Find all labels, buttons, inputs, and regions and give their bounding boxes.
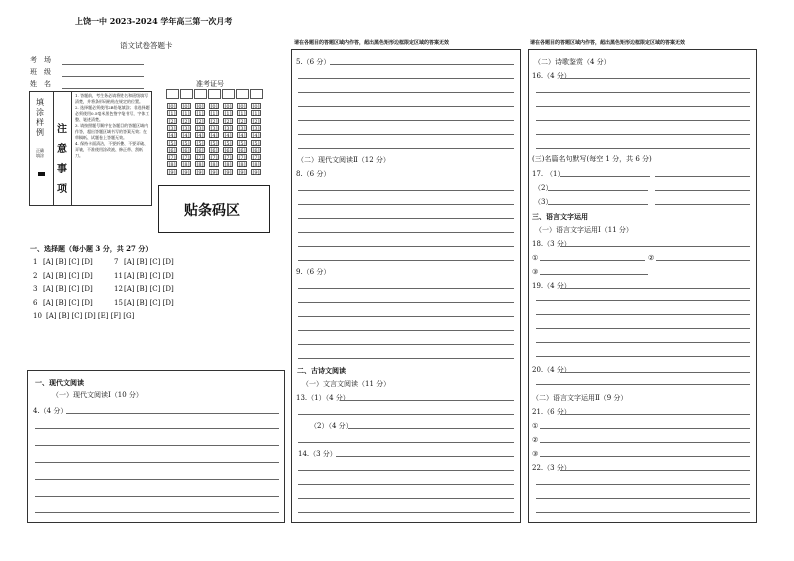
question-22-label: 22.（3 分）: [532, 464, 571, 472]
question-13-2-label: （2）（4 分）: [310, 422, 353, 430]
answer-line[interactable]: [560, 372, 750, 373]
choice-number: 12: [114, 285, 123, 293]
answer-line[interactable]: [298, 414, 514, 415]
answer-line[interactable]: [536, 484, 750, 485]
section-heading: 三、语言文字运用: [532, 212, 588, 221]
exam-id-digit-box[interactable]: [208, 89, 221, 99]
circled-number: ②: [648, 254, 655, 262]
blank-label: （2）: [534, 184, 553, 192]
choice-options[interactable]: [A] [B] [C] [D]: [43, 271, 93, 280]
exam-id-bubble[interactable]: [5]: [210, 140, 218, 147]
exam-id-bubble[interactable]: [5]: [196, 140, 204, 147]
exam-id-bubble[interactable]: [3]: [168, 125, 176, 132]
exam-id-bubble[interactable]: [9]: [182, 169, 190, 176]
exam-room-input[interactable]: [62, 64, 144, 65]
answer-line[interactable]: [298, 260, 514, 261]
answer-line[interactable]: [536, 384, 750, 385]
choice-number: 6: [33, 298, 38, 307]
choice-number: 10: [33, 312, 42, 320]
answer-line[interactable]: [298, 190, 514, 191]
answer-line[interactable]: [560, 470, 750, 471]
fill-section-heading: (三)名篇名句默写(每空 1 分，共 6 分): [532, 155, 652, 163]
answer-line[interactable]: [298, 316, 514, 317]
answer-line[interactable]: [35, 445, 279, 446]
answer-line[interactable]: [536, 120, 750, 121]
answer-line[interactable]: [298, 358, 514, 359]
exam-id-bubble[interactable]: [8]: [210, 162, 218, 169]
answer-line[interactable]: [298, 106, 514, 107]
exam-id-bubble[interactable]: [1]: [238, 111, 246, 118]
answer-line[interactable]: [655, 190, 750, 191]
answer-line[interactable]: [298, 120, 514, 121]
exam-id-bubble[interactable]: [1]: [252, 111, 260, 118]
exam-id-bubble[interactable]: [8]: [196, 162, 204, 169]
answer-line[interactable]: [540, 274, 648, 275]
barcode-label: 贴条码区: [184, 203, 240, 219]
circled-number: ②: [532, 436, 539, 444]
answer-line[interactable]: [298, 498, 514, 499]
answer-line[interactable]: [540, 442, 750, 443]
filled-mark-icon: [38, 172, 45, 176]
exam-id-bubble[interactable]: [0]: [224, 104, 232, 110]
answer-line[interactable]: [655, 204, 750, 205]
exam-id-digit-box[interactable]: [236, 89, 249, 99]
exam-id-bubble[interactable]: [0]: [252, 104, 260, 110]
answer-line[interactable]: [348, 428, 514, 429]
field-label: 姓 名: [30, 80, 51, 88]
section-heading: 二、古诗文阅读: [297, 366, 346, 375]
boundary-warning: 请在各题目的答题区域内作答，超出黑色矩形边框限定区域的答案无效: [530, 40, 686, 46]
exam-id-bubble[interactable]: [6]: [168, 147, 176, 154]
exam-id-bubble[interactable]: [1]: [196, 111, 204, 118]
answer-line[interactable]: [298, 442, 514, 443]
notice-item: 2. 选择题必须使用2B铅笔填涂；非选择题必须使用0.5毫米黑色签字笔书写，字体工整、笔迹清楚。: [75, 105, 150, 122]
question-5-label: 5.（6 分）: [296, 58, 331, 66]
exam-id-bubble[interactable]: [6]: [252, 147, 260, 154]
choice-options[interactable]: [A] [B] [C] [D]: [43, 258, 93, 266]
answer-line[interactable]: [536, 342, 750, 343]
answer-line[interactable]: [298, 92, 514, 93]
exam-id-bubble[interactable]: [1]: [168, 111, 176, 118]
answer-line[interactable]: [536, 314, 750, 315]
exam-id-bubble[interactable]: [3]: [196, 125, 204, 132]
exam-id-bubble[interactable]: [3]: [238, 125, 246, 132]
subsection-heading: （二）诗歌鉴赏（4 分）: [534, 58, 611, 66]
question-9-label: 9.（6 分）: [296, 268, 331, 276]
exam-id-bubble[interactable]: [5]: [238, 140, 246, 147]
choice-title: 一、选择题（每小题 3 分，共 27 分）: [30, 244, 153, 253]
exam-id-bubble[interactable]: [9]: [210, 169, 218, 176]
question-18-label: 18.（3 分）: [532, 240, 571, 248]
exam-id-bubble[interactable]: [7]: [210, 155, 218, 162]
exam-id-bubble[interactable]: [2]: [182, 118, 190, 125]
answer-line[interactable]: [298, 484, 514, 485]
answer-line[interactable]: [35, 496, 279, 497]
answer-line[interactable]: [340, 400, 514, 401]
exam-id-title: 准考证号: [196, 80, 224, 88]
choice-options[interactable]: [A] [B] [C] [D]: [124, 271, 174, 280]
answer-line[interactable]: [536, 328, 750, 329]
answer-line[interactable]: [298, 470, 514, 471]
exam-id-bubble[interactable]: [4]: [252, 133, 260, 140]
field-label: 考 场: [30, 56, 51, 64]
exam-id-bubble[interactable]: [0]: [182, 104, 190, 110]
boundary-warning: 请在各题目的答题区域内作答，超出黑色矩形边框限定区域的答案无效: [294, 40, 450, 46]
fill-sample-title: 填涂样例: [36, 98, 44, 137]
exam-id-digit-box[interactable]: [222, 89, 235, 99]
answer-line[interactable]: [298, 204, 514, 205]
choice-options[interactable]: [A] [B] [C] [D]: [124, 258, 174, 266]
exam-id-bubble[interactable]: [8]: [182, 162, 190, 169]
answer-line[interactable]: [536, 92, 750, 93]
exam-id-digit-box[interactable]: [194, 89, 207, 99]
answer-line[interactable]: [548, 204, 648, 205]
exam-id-bubble[interactable]: [4]: [182, 133, 190, 140]
exam-id-bubble[interactable]: [5]: [224, 140, 232, 147]
choice-options[interactable]: [A] [B] [C] [D]: [43, 298, 93, 307]
choice-number: 11: [114, 271, 123, 280]
exam-id-bubble[interactable]: [0]: [196, 104, 204, 110]
subsection-heading: （一）文言文阅读（11 分）: [302, 380, 391, 388]
exam-id-bubble[interactable]: [8]: [238, 162, 246, 169]
subsection-heading: （一）现代文阅读Ⅰ（10 分）: [52, 391, 143, 399]
choice-number: 3: [33, 285, 38, 293]
sheet-subtitle: 语文试卷答题卡: [120, 41, 173, 50]
field-label: 班 级: [30, 68, 51, 76]
notice-item: 4. 保持卡面清洁，不要折叠、不要弄破、弄皱，不准使用涂改液、修正带、刮纸刀。: [75, 141, 149, 158]
exam-id-bubble[interactable]: [5]: [252, 140, 260, 147]
answer-line[interactable]: [298, 288, 514, 289]
exam-id-bubble[interactable]: [9]: [224, 169, 232, 176]
answer-line[interactable]: [560, 246, 750, 247]
question-13-1-label: 13.（1）（4 分）: [296, 394, 350, 402]
answer-line[interactable]: [298, 246, 514, 247]
blank-label: （1）: [546, 170, 565, 178]
exam-id-bubble[interactable]: [9]: [168, 169, 176, 176]
answer-line[interactable]: [35, 479, 279, 480]
choice-number: 1: [33, 258, 38, 266]
answer-line[interactable]: [298, 330, 514, 331]
exam-id-bubble[interactable]: [7]: [224, 155, 232, 162]
answer-line[interactable]: [298, 232, 514, 233]
exam-id-bubble[interactable]: [1]: [182, 111, 190, 118]
exam-id-bubble[interactable]: [3]: [182, 125, 190, 132]
exam-id-bubble[interactable]: [0]: [210, 104, 218, 110]
choice-number: 7: [114, 258, 119, 266]
choice-options[interactable]: [A] [B] [C] [D]: [124, 298, 174, 307]
exam-id-bubble[interactable]: [3]: [224, 125, 232, 132]
exam-id-bubble[interactable]: [0]: [238, 104, 246, 110]
answer-line[interactable]: [560, 78, 750, 79]
choice-options[interactable]: [A] [B] [C] [D] [E] [F] [G]: [46, 312, 135, 320]
answer-line[interactable]: [655, 176, 750, 177]
exam-id-digit-box[interactable]: [250, 89, 263, 99]
class-input[interactable]: [62, 76, 144, 77]
exam-id-bubble[interactable]: [2]: [210, 118, 218, 125]
choice-options[interactable]: [A] [B] [C] [D]: [124, 285, 174, 293]
exam-id-bubble[interactable]: [5]: [168, 140, 176, 147]
exam-id-bubble[interactable]: [3]: [252, 125, 260, 132]
fill-sample-sub: 正确填涂: [36, 148, 44, 158]
subsection-heading: （一）语言文字运用Ⅰ（11 分）: [535, 226, 633, 234]
answer-line[interactable]: [298, 134, 514, 135]
exam-id-bubble[interactable]: [9]: [238, 169, 246, 176]
subsection-heading: （二）语言文字运用Ⅱ（9 分）: [532, 394, 628, 402]
exam-id-bubble[interactable]: [4]: [224, 133, 232, 140]
question-19-label: 19.（4 分）: [532, 282, 571, 290]
choice-number: 15: [114, 298, 123, 307]
answer-line[interactable]: [336, 456, 514, 457]
answer-line[interactable]: [540, 428, 750, 429]
question-4-label: 4.（4 分）: [33, 407, 68, 415]
answer-line[interactable]: [330, 64, 514, 65]
notice-items: [75, 93, 150, 159]
question-20-label: 20.（4 分）: [532, 366, 571, 374]
exam-id-bubble[interactable]: [6]: [182, 147, 190, 154]
exam-id-bubble[interactable]: [2]: [168, 118, 176, 125]
exam-id-bubble[interactable]: [6]: [196, 147, 204, 154]
exam-id-digit-box[interactable]: [166, 89, 179, 99]
answer-line[interactable]: [35, 462, 279, 463]
exam-id-bubble[interactable]: [2]: [196, 118, 204, 125]
question-8-label: 8.（6 分）: [296, 170, 331, 178]
exam-id-bubble[interactable]: [8]: [252, 162, 260, 169]
circled-number: ③: [532, 450, 539, 458]
answer-line[interactable]: [560, 414, 750, 415]
answer-line[interactable]: [656, 260, 750, 261]
exam-id-bubble[interactable]: [9]: [252, 169, 260, 176]
choice-options[interactable]: [A] [B] [C] [D]: [43, 285, 93, 293]
circled-number: ①: [532, 254, 539, 262]
answer-line[interactable]: [536, 356, 750, 357]
exam-id-bubble[interactable]: [7]: [182, 155, 190, 162]
exam-id-bubble[interactable]: [7]: [238, 155, 246, 162]
answer-line[interactable]: [298, 218, 514, 219]
exam-id-bubble[interactable]: [9]: [196, 169, 204, 176]
answer-line[interactable]: [66, 413, 279, 414]
exam-id-bubble[interactable]: [7]: [168, 155, 176, 162]
circled-number: ③: [532, 268, 539, 276]
exam-id-bubble[interactable]: [6]: [210, 147, 218, 154]
exam-id-bubble[interactable]: [8]: [224, 162, 232, 169]
answer-line[interactable]: [298, 302, 514, 303]
subsection-heading: （二）现代文阅读Ⅱ（12 分）: [297, 156, 390, 164]
answer-line[interactable]: [560, 288, 750, 289]
answer-line[interactable]: [536, 148, 750, 149]
question-17-label: 17.: [532, 170, 544, 178]
exam-id-bubble[interactable]: [2]: [252, 118, 260, 125]
exam-id-bubble[interactable]: [5]: [182, 140, 190, 147]
exam-id-bubble[interactable]: [7]: [252, 155, 260, 162]
exam-id-bubble[interactable]: [2]: [224, 118, 232, 125]
exam-id-bubble[interactable]: [7]: [196, 155, 204, 162]
answer-line[interactable]: [298, 148, 514, 149]
choice-number: 2: [33, 271, 38, 280]
answer-line[interactable]: [536, 498, 750, 499]
notice-item: 1. 答题前，考生务必请将姓名和班级填写清楚，并将条形码粘贴在规定的位置。: [75, 93, 149, 104]
answer-line[interactable]: [560, 176, 650, 177]
exam-id-bubble[interactable]: [6]: [238, 147, 246, 154]
answer-line[interactable]: [298, 344, 514, 345]
exam-id-bubble[interactable]: [0]: [168, 104, 176, 110]
circled-number: ①: [532, 422, 539, 430]
answer-line[interactable]: [540, 260, 645, 261]
exam-id-bubble[interactable]: [4]: [196, 133, 204, 140]
notice-item: 3. 请按照题号顺序在各题目的答题区域内作答，超出答题区域书写的答案无效；在草稿纸、试题卷上答题无效。: [75, 123, 149, 140]
exam-id-digit-box[interactable]: [180, 89, 193, 99]
exam-id-bubble[interactable]: [3]: [210, 125, 218, 132]
exam-id-bubble[interactable]: [6]: [224, 147, 232, 154]
answer-line[interactable]: [536, 300, 750, 301]
answer-line[interactable]: [536, 134, 750, 135]
answer-line[interactable]: [536, 106, 750, 107]
answer-line[interactable]: [35, 512, 279, 513]
answer-line[interactable]: [536, 512, 750, 513]
blank-label: （3）: [534, 198, 553, 206]
exam-id-bubble[interactable]: [4]: [168, 133, 176, 140]
exam-id-bubble[interactable]: [4]: [238, 133, 246, 140]
answer-line[interactable]: [35, 428, 279, 429]
page-title: 上饶一中 2023-2024 学年高三第一次月考: [75, 16, 233, 26]
answer-line[interactable]: [298, 78, 514, 79]
answer-line[interactable]: [548, 190, 648, 191]
exam-id-bubble[interactable]: [8]: [168, 162, 176, 169]
exam-id-bubble[interactable]: [1]: [224, 111, 232, 118]
answer-line[interactable]: [540, 456, 750, 457]
question-14-label: 14.（3 分）: [298, 450, 337, 458]
name-input[interactable]: [62, 88, 144, 89]
question-21-label: 21.（6 分）: [532, 408, 571, 416]
answer-line[interactable]: [298, 512, 514, 513]
notice-title: 注意事项: [57, 124, 67, 195]
question-16-label: 16.（4 分）: [532, 72, 571, 80]
exam-id-bubble[interactable]: [2]: [238, 118, 246, 125]
exam-id-bubble[interactable]: [4]: [210, 133, 218, 140]
exam-id-bubble[interactable]: [1]: [210, 111, 218, 118]
section-heading: 一、现代文阅读: [35, 378, 84, 387]
